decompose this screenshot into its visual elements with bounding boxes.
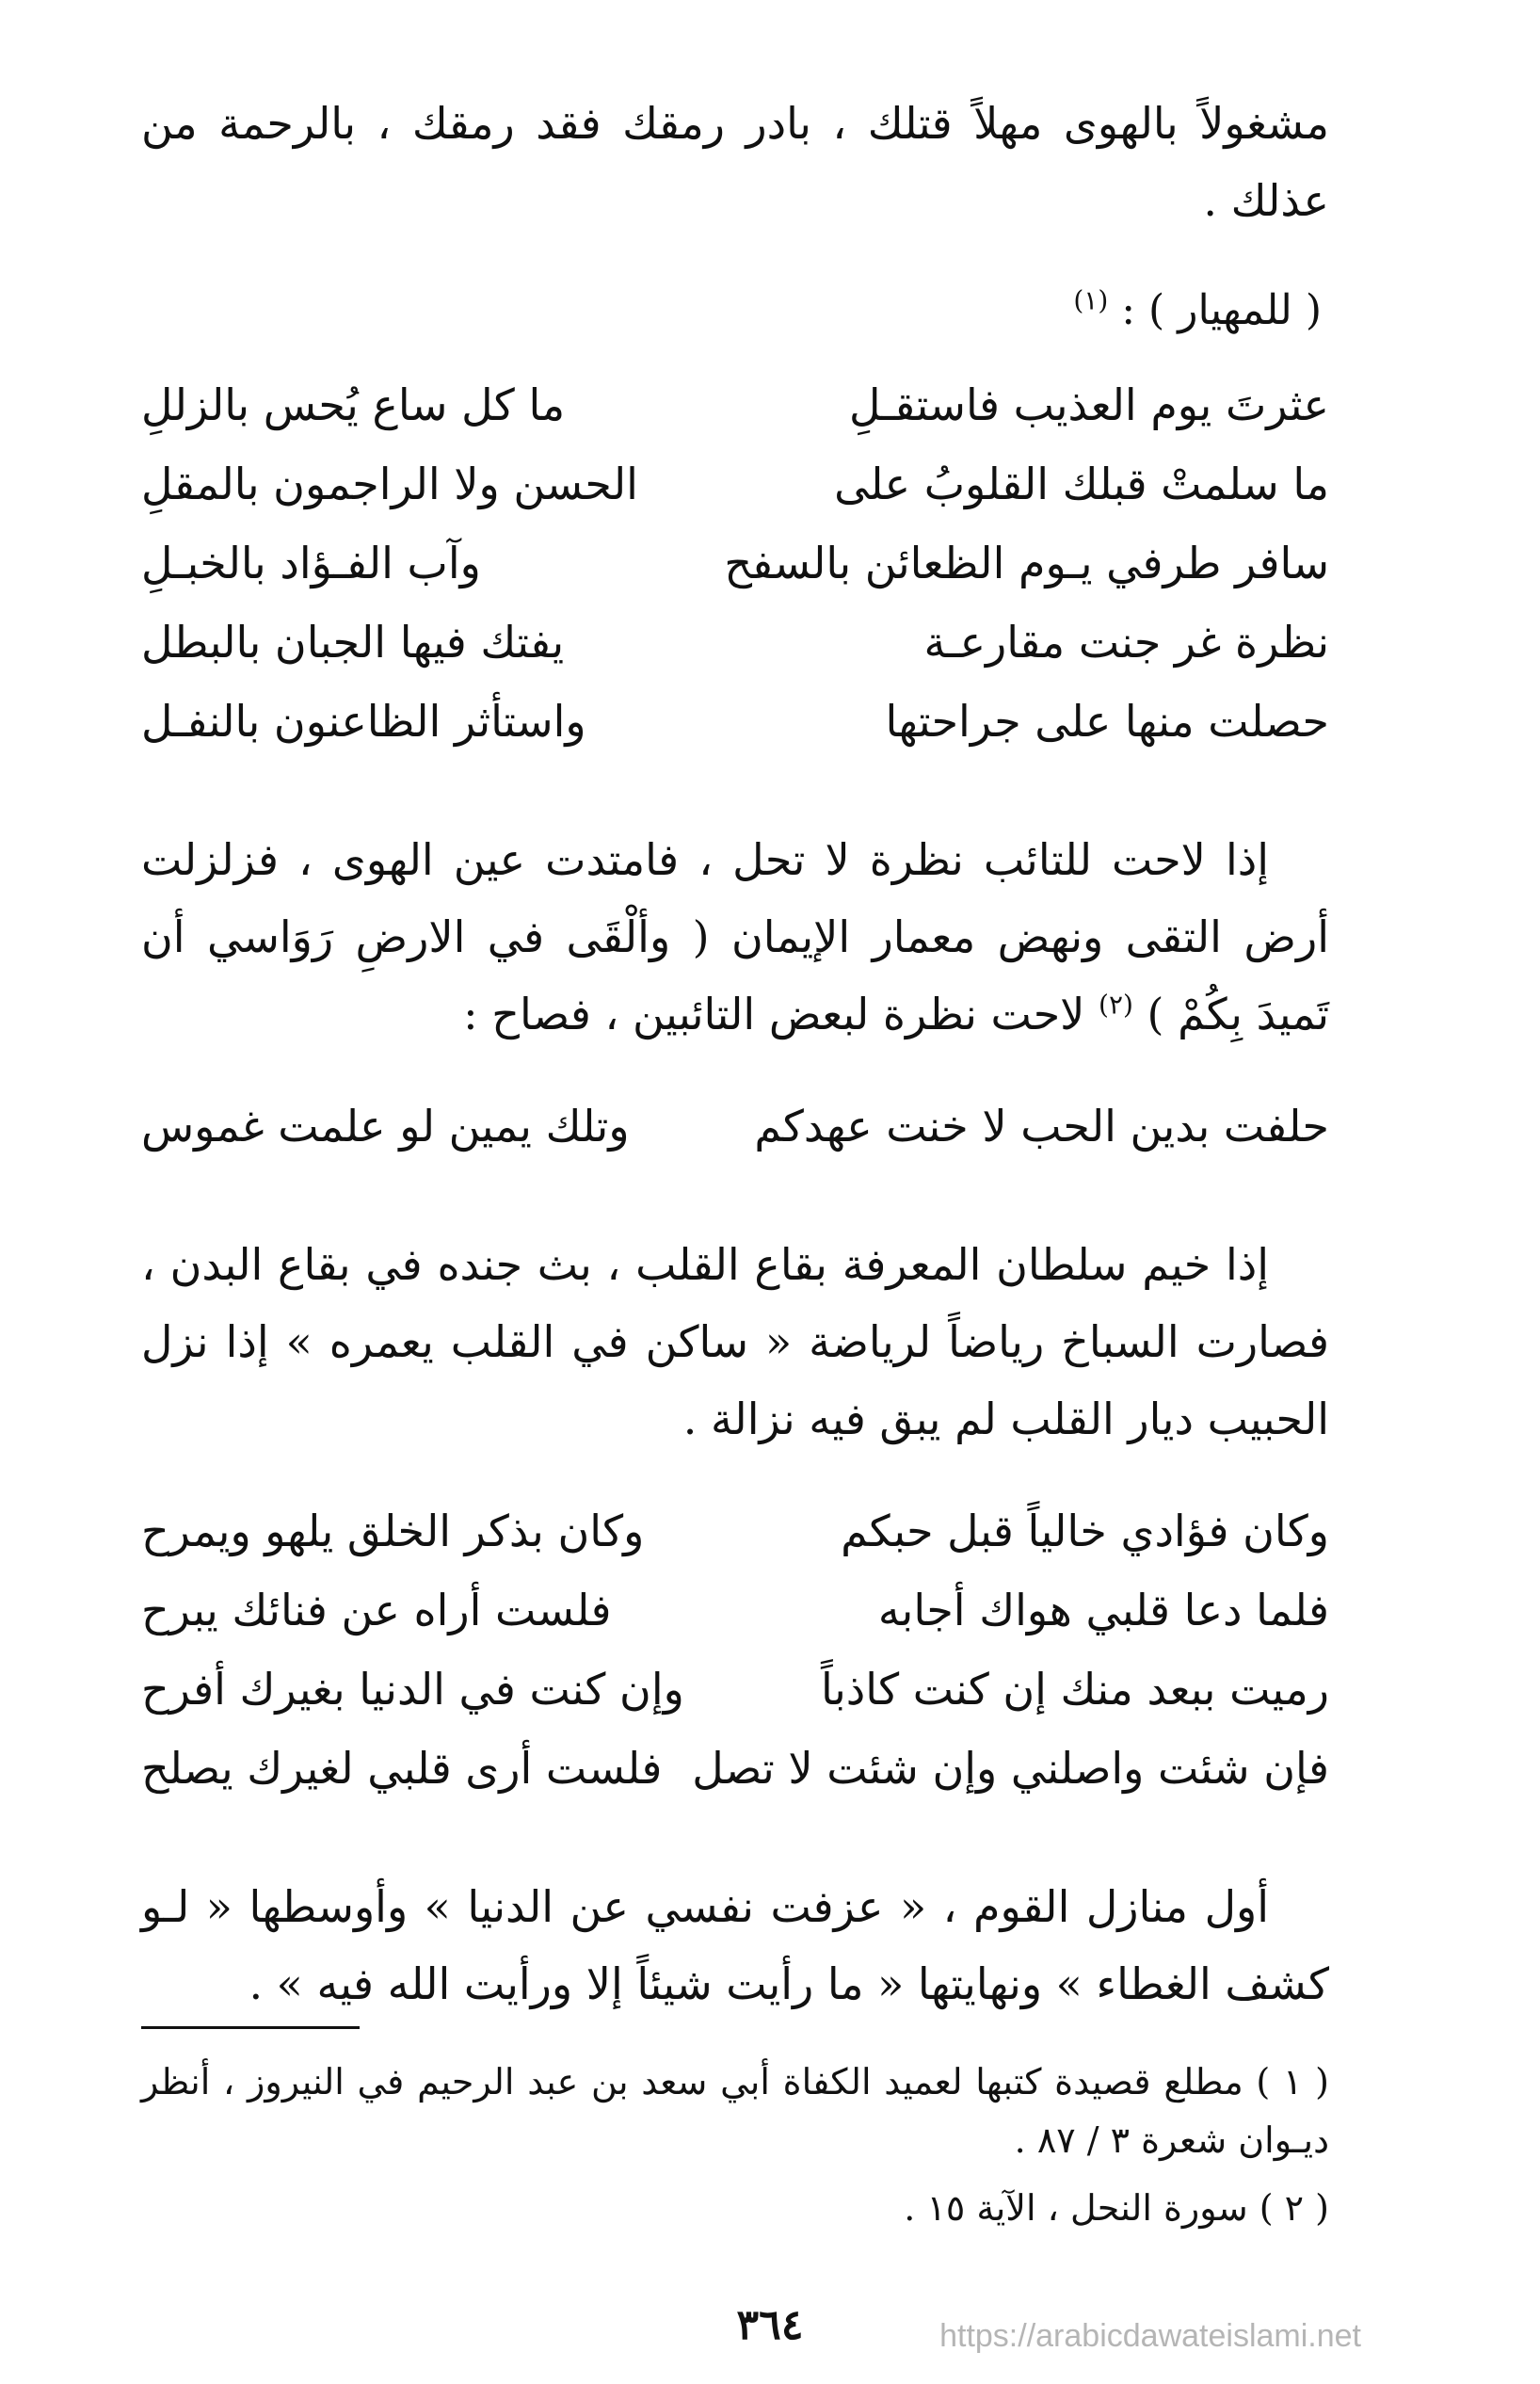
verse-second-hemistich: واستأثر الظاعنون بالنفـل bbox=[141, 696, 586, 747]
paragraph-opening: مشغولاً بالهوى مهلاً قتلك ، بادر رمقك فقد رمقك ، بالرحمة من عذلك . bbox=[141, 98, 1329, 226]
verse-first-hemistich: سافر طرفي يـوم الظعائن بالسفح bbox=[724, 538, 1329, 588]
footnote-2: ( ٢ ) سورة النحل ، الآية ١٥ . bbox=[904, 2187, 1329, 2229]
verse-second-hemistich: وإن كنت في الدنيا بغيرك أفرح bbox=[141, 1664, 684, 1715]
spacer bbox=[141, 761, 1329, 821]
poem-heading bbox=[141, 273, 1329, 348]
footnote-marker-1: (١) bbox=[1073, 284, 1109, 316]
verse-second-hemistich: فلست أراه عن فنائك يبرح bbox=[141, 1585, 612, 1635]
paragraph-stations: أول منازل القوم ، « عزفت نفسي عن الدنيا » وأوسطها « لـو كشف الغطاء » ونهايتها « ما رأيت شيئاً إلا ورأيت الله فيه » . bbox=[141, 1881, 1329, 2009]
footnotes bbox=[141, 2053, 1329, 2247]
verse-line bbox=[141, 365, 1329, 444]
verse-second-hemistich: وتلك يمين لو علمت غموس bbox=[141, 1101, 630, 1152]
spacer bbox=[141, 1458, 1329, 1491]
verse-second-hemistich: ما كل ساع يُحس بالزللِ bbox=[141, 379, 566, 430]
verse-first-hemistich: حلفت بدين الحب لا خنت عهدكم bbox=[754, 1101, 1329, 1152]
footnote-divider bbox=[141, 2026, 360, 2029]
verse-first-hemistich: فإن شئت واصلني وإن شئت لا تصل bbox=[692, 1743, 1329, 1794]
watermark: https://arabicdawateislami.net bbox=[939, 2318, 1361, 2354]
verse-first-hemistich: وكان فؤادي خالياً قبل حبكم bbox=[841, 1506, 1329, 1556]
spacer bbox=[141, 1166, 1329, 1226]
verse-line bbox=[141, 444, 1329, 524]
paragraph-repentant-text: إذا لاحت للتائب نظرة لا تحل ، فامتدت عين الهوى ، فزلزلت أرض التقى ونهض معمار الإيمان ( وألْقَى في الارضِ رَوَاسي أن تَميدَ بِكُمْ ) bbox=[141, 834, 1329, 1039]
page-body bbox=[141, 85, 1329, 2022]
verse-first-hemistich: نظرة غر جنت مقارعـة bbox=[923, 617, 1329, 668]
spacer bbox=[141, 1053, 1329, 1087]
poem-heart bbox=[141, 1491, 1329, 1808]
verse-second-hemistich: فلست أرى قلبي لغيرك يصلح bbox=[141, 1743, 663, 1794]
verse-line bbox=[141, 603, 1329, 682]
page-number: ٣٦٤ bbox=[736, 2301, 804, 2349]
paragraph-repentant-tail: لاحت نظرة لبعض التائبين ، فصاح : bbox=[463, 989, 1099, 1039]
verse-line bbox=[141, 682, 1329, 761]
poem-heading-text: ( للمهيار ) : bbox=[1121, 286, 1322, 334]
verse-line bbox=[141, 1571, 1329, 1650]
verse-first-hemistich: رميت ببعد منك إن كنت كاذباً bbox=[820, 1664, 1329, 1715]
verse-first-hemistich: حصلت منها على جراحتها bbox=[885, 696, 1329, 747]
verse-line bbox=[141, 1087, 1329, 1166]
verse-line bbox=[141, 1650, 1329, 1729]
verse-second-hemistich: الحسن ولا الراجمون بالمقلِ bbox=[141, 459, 638, 509]
poem-oath bbox=[141, 1087, 1329, 1166]
verse-first-hemistich: ما سلمتْ قبلك القلوبُ على bbox=[834, 459, 1329, 509]
paragraph-repentant bbox=[141, 821, 1329, 1053]
footnote-marker-2: (٢) bbox=[1099, 989, 1133, 1021]
verse-line bbox=[141, 524, 1329, 603]
footnote-1: ( ١ ) مطلع قصيدة كتبها لعميد الكفاة أبي سعد بن عبد الرحيم في النيروز ، أنظر ديـوان شعرة ٣ / ٨٧ . bbox=[141, 2061, 1329, 2161]
verse-second-hemistich: وكان بذكر الخلق يلهو ويمرح bbox=[141, 1506, 645, 1556]
verse-second-hemistich: يفتك فيها الجبان بالبطل bbox=[141, 617, 565, 668]
verse-second-hemistich: وآب الفـؤاد بالخبـلِ bbox=[141, 538, 481, 588]
spacer bbox=[141, 1808, 1329, 1868]
verse-first-hemistich: عثرتَ يوم العذيب فاستقـلِ bbox=[848, 379, 1329, 430]
paragraph-knowledge: إذا خيم سلطان المعرفة بقاع القلب ، بث جنده في بقاع البدن ، فصارت السباخ رياضاً لرياضة « ساكن في القلب يعمره » إذا نزل الحبيب ديار القلب لم يبق فيه نزالة . bbox=[141, 1239, 1329, 1444]
verse-line bbox=[141, 1729, 1329, 1808]
verse-first-hemistich: فلما دعا قلبي هواك أجابه bbox=[877, 1585, 1329, 1635]
poem-mihyar bbox=[141, 365, 1329, 761]
verse-line bbox=[141, 1491, 1329, 1571]
